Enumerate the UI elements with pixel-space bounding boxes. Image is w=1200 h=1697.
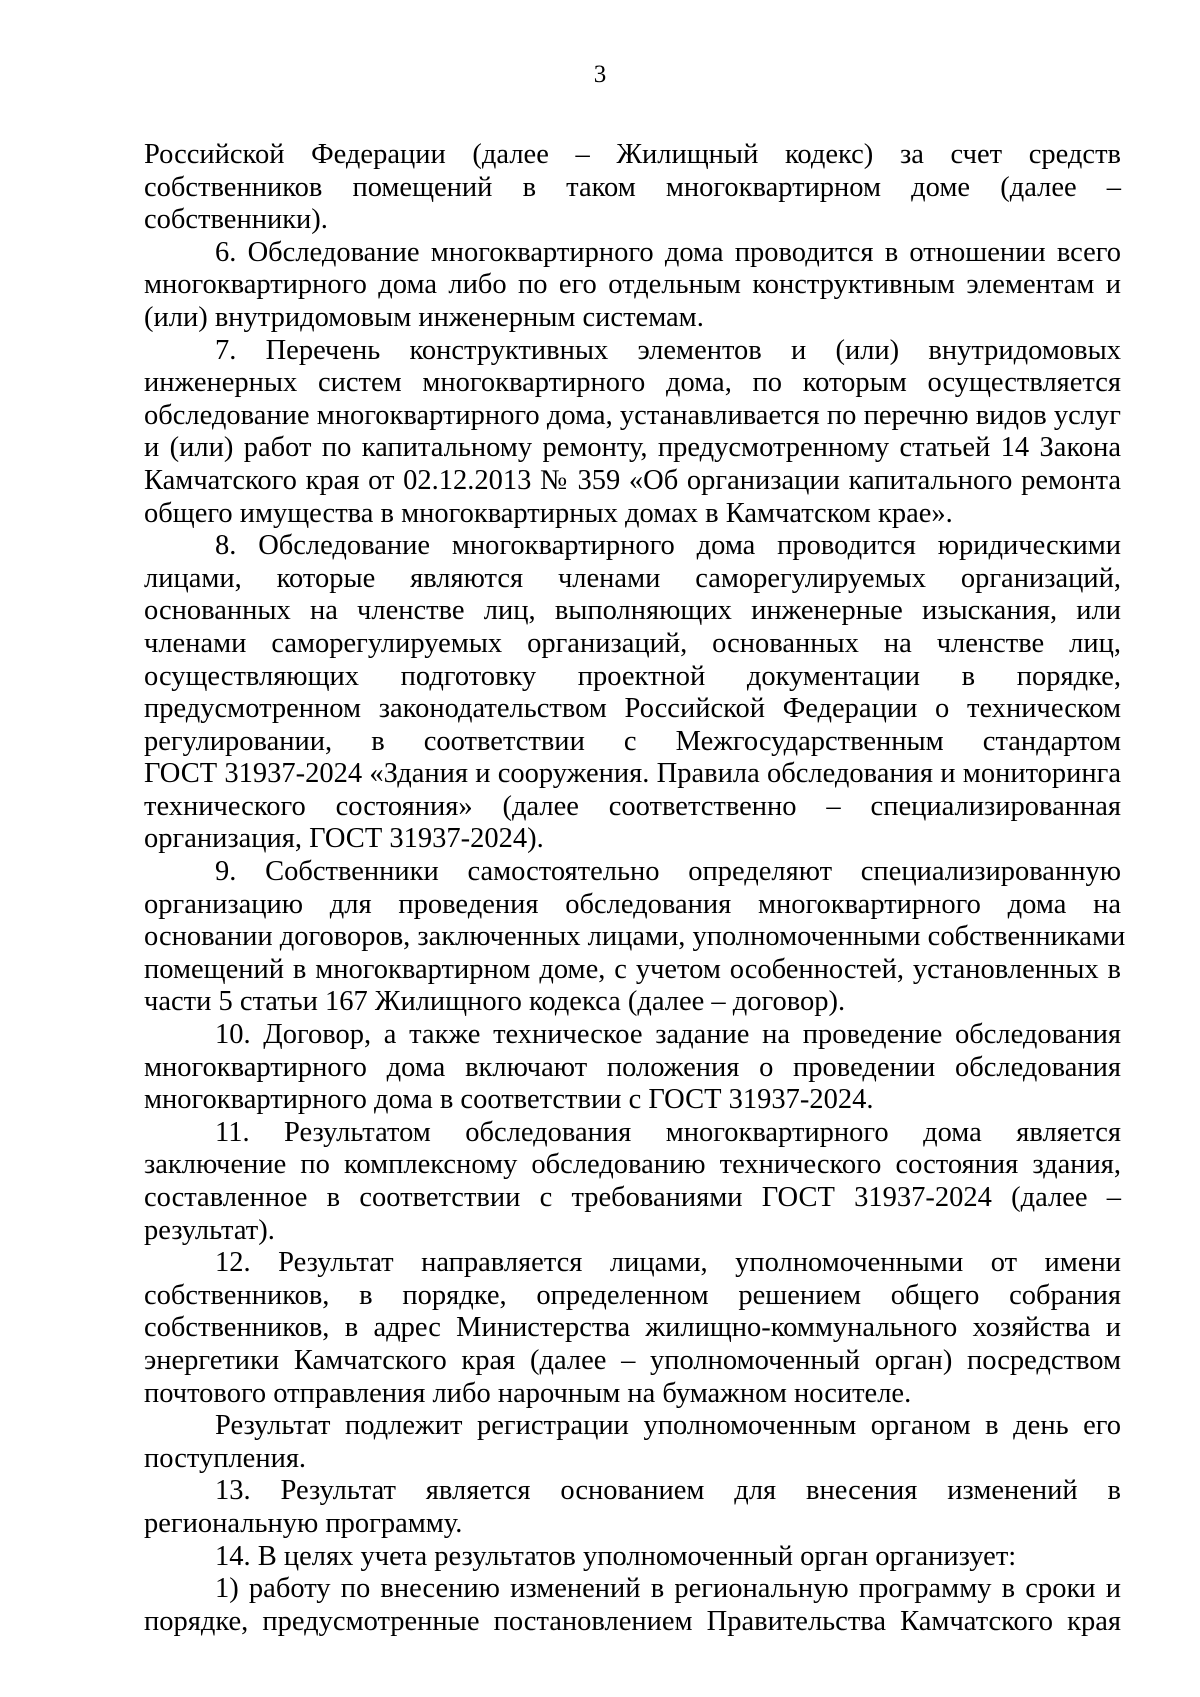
- text-line: (или) внутридомовым инженерным системам.: [144, 301, 704, 333]
- text-line: собственников помещений в таком многоквартирном доме (далее –: [144, 171, 1121, 203]
- paragraph-6-line: 6. Обследование многоквартирного дома проводится в отношении всего: [215, 236, 1121, 268]
- paragraph-8-line: 8. Обследование многоквартирного дома проводится юридическими: [215, 530, 1121, 562]
- text-line: организацию для проведения обследования многоквартирного дома на: [144, 888, 1121, 920]
- text-line: порядке, предусмотренные постановлением Правительства Камчатского края: [144, 1605, 1121, 1637]
- text-line: поступления.: [144, 1442, 307, 1474]
- text-line: Российской Федерации (далее – Жилищный кодекс) за счет средств: [144, 139, 1121, 170]
- text-line: лицами, которые являются членами саморегулируемых организаций,: [144, 562, 1121, 594]
- paragraph-12-line: 12. Результат направляется лицами, уполномоченными от имени: [215, 1247, 1121, 1279]
- page-number: 3: [593, 61, 607, 88]
- paragraph-9-line: 9. Собственники самостоятельно определяют специализированную: [215, 856, 1121, 888]
- text-line: многоквартирного дома включают положения о проведении обследования: [144, 1051, 1121, 1083]
- text-line: регулировании, в соответствии с Межгосударственным стандартом: [144, 725, 1121, 757]
- paragraph-7-line: 7. Перечень конструктивных элементов и (или) внутридомовых: [215, 334, 1121, 366]
- text-line: основании договоров, заключенных лицами, уполномоченными собственниками: [144, 921, 1126, 953]
- text-line: части 5 статьи 167 Жилищного кодекса (далее – договор).: [144, 986, 846, 1018]
- text-line: Камчатского края от 02.12.2013 № 359 «Об организации капитального ремонта: [144, 464, 1121, 496]
- text-line: помещений в многоквартирном доме, с учетом особенностей, установленных в: [144, 953, 1121, 985]
- text-line: многоквартирного дома в соответствии с ГОСТ 31937-2024.: [144, 1084, 874, 1116]
- text-line: общего имущества в многоквартирных домах в Камчатском крае».: [144, 497, 953, 529]
- paragraph-14-line: 14. В целях учета результатов уполномоченный орган организует:: [215, 1540, 1017, 1572]
- text-line: региональную программу.: [144, 1507, 463, 1539]
- text-line: осуществляющих подготовку проектной документации в порядке,: [144, 660, 1121, 692]
- text-line: собственников, в порядке, определенном решением общего собрания: [144, 1279, 1121, 1311]
- text-line: и (или) работ по капитальному ремонту, предусмотренному статьей 14 Закона: [144, 432, 1121, 464]
- text-line: собственников, в адрес Министерства жилищно-коммунального хозяйства и: [144, 1312, 1121, 1344]
- text-line: многоквартирного дома либо по его отдельным конструктивным элементам и: [144, 269, 1121, 301]
- text-line: составленное в соответствии с требованиями ГОСТ 31937-2024 (далее –: [144, 1182, 1121, 1213]
- text-line: почтового отправления либо нарочным на бумажном носителе.: [144, 1377, 912, 1409]
- text-line: ГОСТ 31937-2024 «Здания и сооружения. Правила обследования и мониторинга: [144, 758, 1121, 790]
- paragraph-registration-line: Результат подлежит регистрации уполномоченным органом в день его: [215, 1410, 1121, 1442]
- text-line: инженерных систем многоквартирного дома, по которым осуществляется: [144, 367, 1121, 399]
- paragraph-13-line: 13. Результат является основанием для внесения изменений в: [215, 1475, 1121, 1507]
- document-body: [144, 139, 1126, 1638]
- paragraph-14-item-1-line: 1) работу по внесению изменений в региональную программу в сроки и: [215, 1573, 1121, 1605]
- text-line: технического состояния» (далее соответственно – специализированная: [144, 790, 1121, 822]
- text-line: собственники).: [144, 204, 328, 236]
- text-line: энергетики Камчатского края (далее – уполномоченный орган) посредством: [144, 1344, 1121, 1376]
- text-line: основанных на членстве лиц, выполняющих инженерные изыскания, или: [144, 595, 1121, 627]
- text-line: заключение по комплексному обследованию технического состояния здания,: [144, 1149, 1121, 1181]
- text-line: результат).: [144, 1214, 275, 1246]
- text-line: предусмотренном законодательством Российской Федерации о техническом: [144, 693, 1121, 725]
- paragraph-11-line: 11. Результатом обследования многоквартирного дома является: [215, 1116, 1121, 1148]
- text-line: обследование многоквартирного дома, устанавливается по перечню видов услуг: [144, 399, 1121, 431]
- text-line: организация, ГОСТ 31937-2024).: [144, 823, 544, 855]
- text-line: членами саморегулируемых организаций, основанных на членстве лиц,: [144, 627, 1121, 659]
- paragraph-10-line: 10. Договор, а также техническое задание на проведение обследования: [215, 1019, 1121, 1051]
